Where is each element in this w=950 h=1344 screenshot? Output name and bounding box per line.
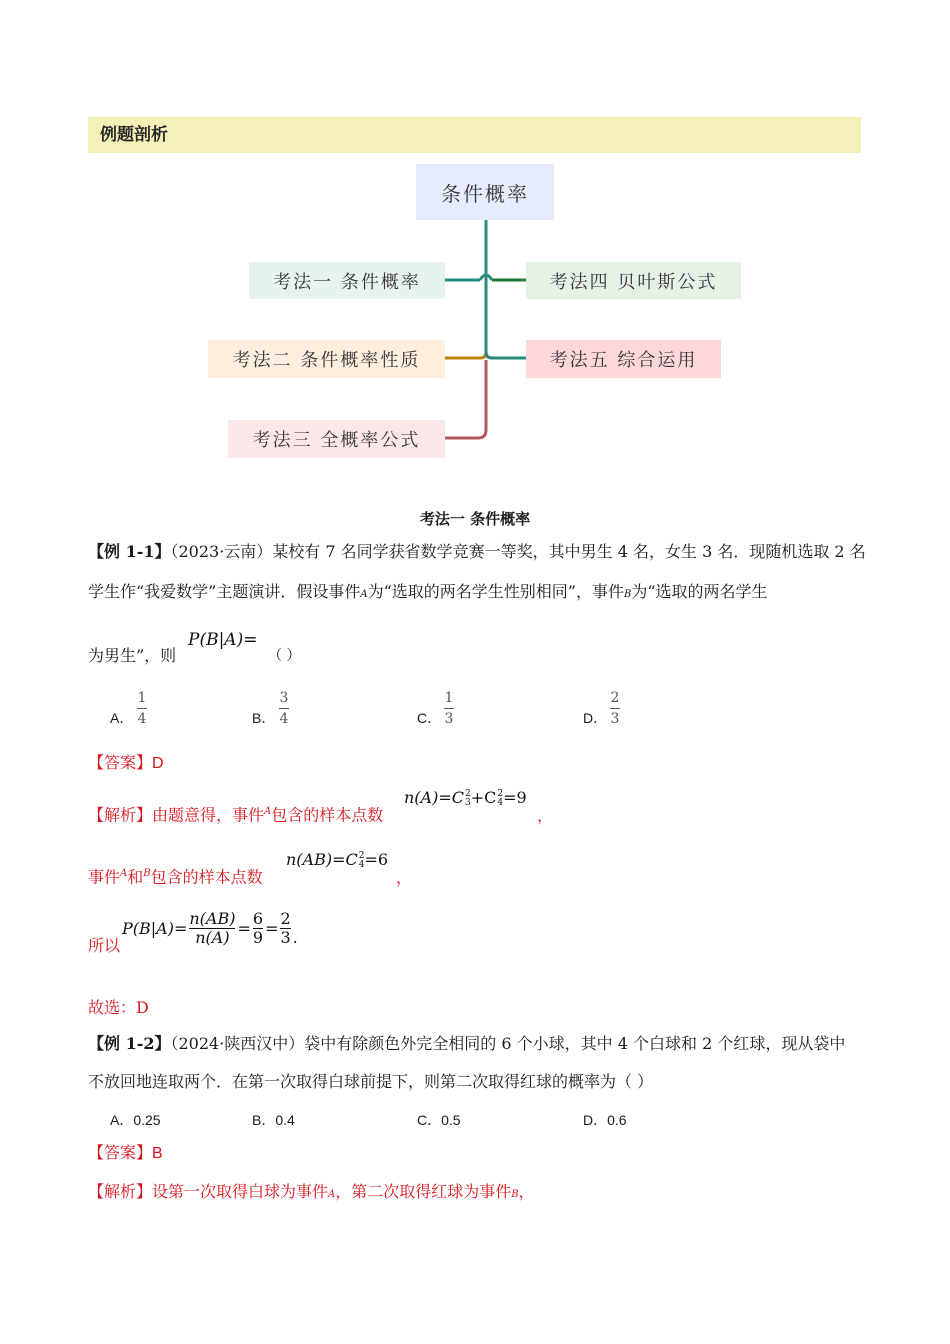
- var-A: A: [264, 806, 272, 817]
- num: 6: [252, 909, 264, 928]
- var-B: B: [143, 868, 151, 879]
- comma: ，: [537, 806, 554, 825]
- var-B: B: [511, 1189, 519, 1200]
- eq: =: [265, 919, 279, 938]
- sol2a: 事件: [88, 867, 121, 887]
- ex2-answer: 【答案】B: [88, 1145, 163, 1162]
- c-sup: 2: [465, 788, 471, 799]
- ex1-line1: [88, 540, 866, 564]
- ex2-option-a[interactable]: A．0.25: [110, 1112, 161, 1128]
- ex1-option-c-frac: [444, 690, 454, 727]
- ex2-text1: （2024·陕西汉中）袋中有除颜色外完全相同的 6 个小球，其中 4 个白球和 2 个红球，现从袋中: [170, 1034, 846, 1053]
- formula-nAB: [286, 850, 388, 870]
- c-sub: 3: [465, 797, 471, 808]
- frac-num: 1: [444, 690, 454, 706]
- ex1-text2c: 为“选取的两名学生: [631, 582, 768, 601]
- frac-den: 3: [444, 711, 454, 727]
- frac-num: 2: [610, 690, 620, 706]
- frac-den: 3: [610, 711, 620, 727]
- ex1-option-b[interactable]: B．: [252, 710, 276, 726]
- c-sub: 4: [358, 859, 365, 870]
- ex2-line1: [88, 1032, 845, 1056]
- connector-node3: [445, 360, 486, 438]
- connector-node2: [445, 352, 486, 358]
- sol1a: 由题意得，事件: [152, 805, 265, 825]
- ex2-sol-line1: [88, 1180, 535, 1207]
- ex1-text3a: 为男生”，则: [88, 646, 177, 665]
- mindmap-node-2: 考法二 条件概率性质: [208, 340, 445, 378]
- sol3a: 所以: [88, 936, 121, 955]
- ex1-option-d[interactable]: D．: [583, 710, 608, 726]
- ex1-text2b: 为“选取的两名学生性别相同”，事件: [367, 582, 624, 601]
- sol-tag: 【解析】: [88, 805, 153, 825]
- ex1-blank: （ ）: [268, 648, 301, 664]
- frac-2-3: [280, 910, 290, 947]
- ex1-sol-line1: [88, 800, 383, 827]
- c-sup: 2: [358, 850, 365, 861]
- var-A: A: [120, 868, 128, 879]
- eq: =: [237, 919, 251, 938]
- mindmap-node-3: 考法三 全概率公式: [228, 420, 445, 458]
- ex1-sol-line3: [88, 934, 120, 958]
- mindmap-node-1: 考法一 条件概率: [249, 262, 445, 299]
- sol1b: 包含的样本点数: [271, 805, 384, 825]
- ex1-tag: 【例 1-1】: [88, 542, 171, 561]
- ex1-line3: [88, 644, 176, 668]
- ex1-option-c[interactable]: C．: [417, 710, 442, 726]
- ex1-final: 故选：D: [88, 998, 149, 1017]
- formula-conditional: [122, 910, 298, 947]
- ex2-option-d[interactable]: D．0.6: [583, 1112, 627, 1128]
- ex1-option-a[interactable]: A．: [110, 710, 134, 726]
- den: 9: [252, 928, 264, 947]
- ex2-tag: 【例 1-2】: [88, 1034, 171, 1053]
- ex1-text1: （2023·云南）某校有 7 名同学获省数学竞赛一等奖，其中男生 4 名，女生 3 名．现随机选取 2 名: [170, 542, 866, 561]
- num: n(AB): [189, 909, 236, 928]
- ex1-sol-line2: [88, 862, 263, 889]
- num: 2: [280, 909, 291, 928]
- formula-nA: [404, 788, 527, 808]
- sol1b: ，第二次取得红球为事件: [335, 1182, 512, 1201]
- sol2c: 包含的样本点数: [150, 867, 263, 887]
- ex2-line2: 不放回地连取两个．在第一次取得白球前提下，则第二次取得红球的概率为（ ）: [88, 1072, 654, 1091]
- c-sup: 2: [497, 788, 504, 799]
- ex2-option-c[interactable]: C．0.5: [417, 1112, 461, 1128]
- ex1-option-b-frac: [279, 690, 289, 727]
- f-plus: +C: [470, 788, 497, 807]
- mindmap-connectors: [0, 0, 950, 480]
- c-sub: 4: [497, 797, 504, 808]
- var-B: B: [623, 589, 632, 600]
- connector-node5: [486, 352, 526, 358]
- den: 3: [280, 928, 291, 947]
- formula-question: P(B|A)=: [188, 630, 258, 650]
- var-A: A: [360, 589, 368, 600]
- sol-tag: 【解析】: [88, 1182, 153, 1201]
- ex1-text2a: 学生作“我爱数学”主题演讲．假设事件: [88, 582, 361, 601]
- ex1-line2: [88, 580, 768, 607]
- sol1a: 设第一次取得白球为事件: [152, 1182, 329, 1201]
- ex1-answer: 【答案】D: [88, 755, 164, 772]
- frac-nAB-nA: [189, 910, 235, 947]
- var-A: A: [328, 1189, 336, 1200]
- f-lhs: n(A)=C: [404, 788, 464, 807]
- den: n(A): [195, 928, 230, 947]
- ex1-option-a-frac: [137, 690, 147, 727]
- section-header: 例题剖析: [88, 117, 861, 153]
- f-lhs: P(B|A)=: [122, 919, 188, 938]
- comma: ，: [396, 868, 413, 887]
- frac-num: 1: [137, 690, 147, 706]
- frac-num: 3: [279, 690, 289, 706]
- frac-6-9: [253, 910, 263, 947]
- method-title: 考法一 条件概率: [419, 510, 531, 528]
- mindmap-root: 条件概率: [416, 164, 554, 220]
- period: .: [292, 928, 298, 947]
- f-lhs: n(AB)=C: [286, 850, 358, 869]
- ex1-option-d-frac: [610, 690, 620, 727]
- f-result: =9: [503, 788, 527, 807]
- ex2-option-b[interactable]: B．0.4: [252, 1112, 295, 1128]
- sol2b: 和: [127, 867, 144, 887]
- sol1c: ，: [518, 1182, 535, 1201]
- mindmap-node-5: 考法五 综合运用: [526, 340, 721, 378]
- f-result: =6: [364, 850, 389, 869]
- frac-den: 4: [279, 711, 289, 727]
- mindmap-node-4: 考法四 贝叶斯公式: [526, 262, 741, 299]
- frac-den: 4: [137, 711, 147, 727]
